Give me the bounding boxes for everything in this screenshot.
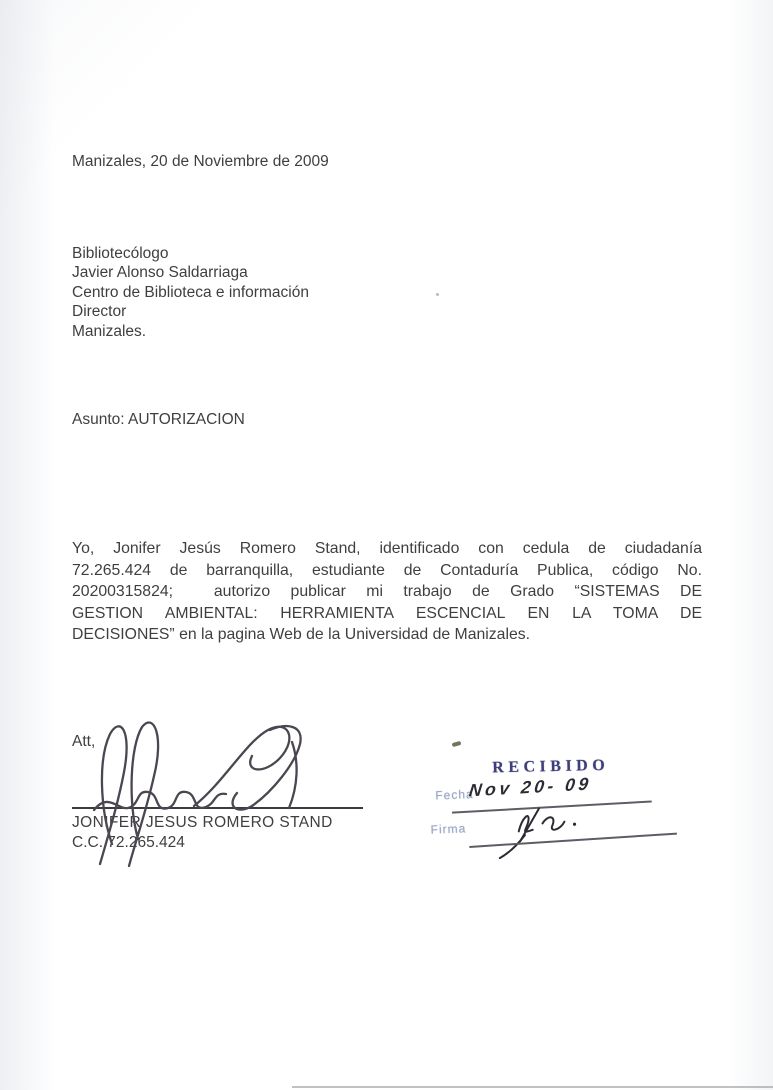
stamp-title: RECIBIDO <box>492 756 610 777</box>
body-line: 20200315824; autorizo publicar mi trabajo de Grado “SISTEMAS DE <box>72 583 702 601</box>
signer-id-number: C.C. 72.265.424 <box>72 834 185 851</box>
stamp-handwritten-date: Nov 20- 09 <box>467 773 593 801</box>
body-line: Yo, Jonifer Jesús Romero Stand, identificado con cedula de ciudadanía <box>72 540 702 557</box>
addressee-role: Director <box>72 303 127 321</box>
stamp-handwritten-initials <box>506 804 598 857</box>
body-paragraph <box>72 538 702 646</box>
scan-dot-artifact <box>436 293 439 296</box>
stamp-firma-label: Firma <box>430 821 467 837</box>
addressee-block <box>72 244 309 341</box>
subject-line: Asunto: AUTORIZACION <box>72 411 245 428</box>
handwritten-signature <box>74 714 384 866</box>
signer-name: JONIFER JESUS ROMERO STAND <box>72 814 333 831</box>
addressee-department: Centro de Biblioteca e información <box>72 283 309 301</box>
letter-date: Manizales, 20 de Noviembre de 2009 <box>72 153 329 170</box>
scan-bottom-edge <box>292 1086 773 1088</box>
stamp-fecha-label: Fecha <box>435 787 474 803</box>
body-line: GESTION AMBIENTAL: HERRAMIENTA ESCENCIAL EN LA TOMA DE <box>72 604 702 622</box>
scan-speck-artifact <box>452 741 462 747</box>
addressee-name: Javier Alonso Saldarriaga <box>72 264 248 282</box>
addressee-title: Bibliotecólogo <box>72 245 169 262</box>
received-stamp <box>426 751 682 871</box>
body-line: DECISIONES” en la pagina Web de la Universidad de Manizales. <box>72 626 531 644</box>
addressee-city: Manizales. <box>72 322 147 340</box>
closing-salutation: Att, <box>72 733 96 750</box>
body-line: 72.265.424 de barranquilla, estudiante de Contaduría Publica, código No. <box>72 561 702 579</box>
